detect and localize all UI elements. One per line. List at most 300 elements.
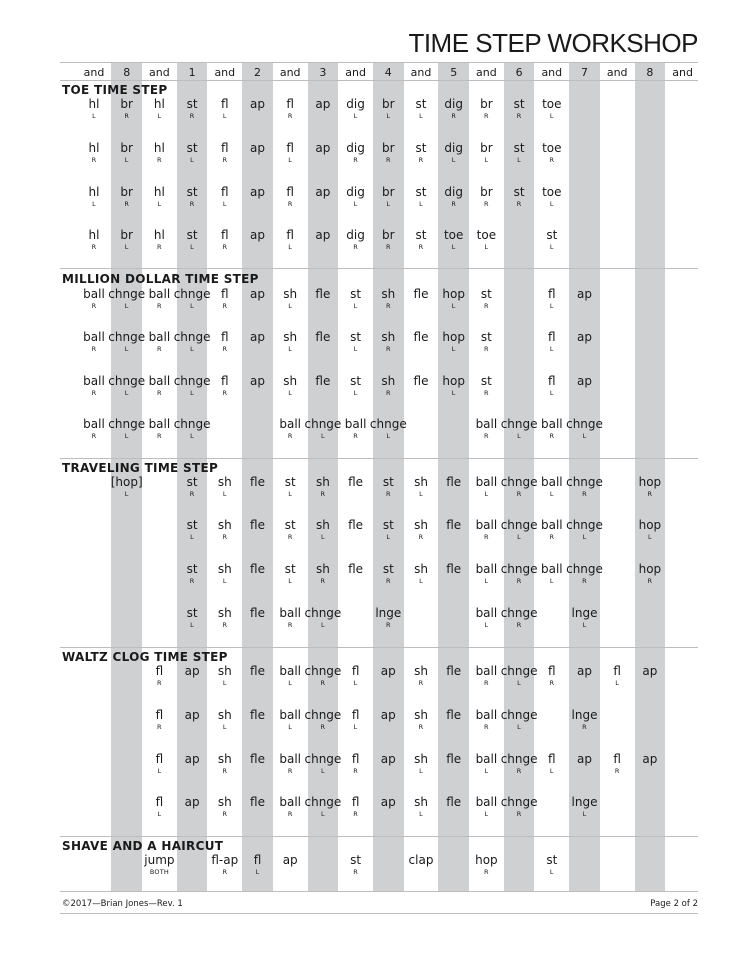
step-cell — [630, 519, 670, 541]
foot-indicator: L — [320, 432, 325, 440]
foot-indicator: R — [484, 723, 489, 731]
step-name: fl — [253, 853, 262, 867]
step-name: ball — [540, 475, 563, 489]
step-name: fl — [351, 664, 360, 678]
step-name: ap — [184, 795, 200, 809]
count-label: and — [476, 66, 497, 79]
step-name: st — [350, 853, 362, 867]
foot-indicator: L — [190, 389, 194, 397]
step-name: fle — [315, 287, 331, 301]
step-name: st — [480, 287, 492, 301]
foot-indicator: R — [91, 243, 97, 251]
step-name: chnge — [173, 374, 211, 388]
step-name: fle — [446, 664, 462, 678]
foot-indicator: R — [418, 679, 424, 687]
count-label: 7 — [581, 66, 588, 79]
step-name: st — [513, 141, 525, 155]
foot-indicator: L — [615, 679, 620, 687]
step-name: ap — [250, 185, 265, 199]
step-name: fl — [548, 752, 556, 766]
step-name: fl — [221, 141, 229, 155]
foot-indicator: R — [516, 577, 522, 585]
foot-indicator: R — [484, 533, 489, 541]
foot-indicator: L — [582, 432, 587, 440]
foot-indicator: R — [516, 810, 522, 818]
step-name: lnge — [571, 606, 598, 620]
step-cell — [139, 854, 179, 876]
foot-indicator: L — [288, 723, 293, 731]
step-name: fle — [446, 475, 462, 489]
foot-indicator: L — [353, 389, 358, 397]
foot-indicator: R — [91, 156, 97, 164]
step-name: fle — [250, 795, 265, 809]
step-name: sh — [217, 708, 232, 722]
foot-indicator: L — [386, 112, 391, 120]
step-name: toe — [542, 141, 562, 155]
step-name: ap — [380, 795, 396, 809]
foot-indicator: R — [222, 533, 228, 541]
step-name: dig — [444, 185, 463, 199]
foot-indicator: L — [419, 810, 423, 818]
step-cell — [466, 288, 506, 310]
step-name: sh — [217, 562, 232, 576]
step-name: fl — [613, 752, 621, 766]
step-name: chnge — [304, 417, 342, 431]
step-name: sh — [381, 374, 396, 388]
step-cell — [532, 229, 572, 251]
step-cell — [532, 186, 572, 208]
step-name: hop — [638, 518, 662, 532]
step-name: ap — [184, 708, 200, 722]
foot-indicator: R — [91, 345, 97, 353]
step-name: fl — [286, 141, 294, 155]
step-name: ball — [540, 562, 563, 576]
step-name: ball — [279, 417, 301, 431]
divider — [60, 913, 698, 914]
foot-indicator: R — [549, 432, 555, 440]
count-label: and — [149, 66, 170, 79]
foot-indicator: L — [451, 243, 456, 251]
foot-indicator: L — [288, 389, 293, 397]
step-name: ball — [475, 708, 498, 722]
foot-indicator: L — [386, 533, 391, 541]
foot-indicator: L — [386, 200, 391, 208]
foot-indicator: R — [516, 112, 522, 120]
step-name: chnge — [566, 518, 603, 532]
step-name: fle — [446, 708, 462, 722]
step-name: dig — [346, 97, 365, 111]
foot-indicator: L — [549, 767, 554, 775]
step-name: ball — [83, 287, 105, 301]
foot-indicator: L — [92, 200, 96, 208]
count-label: 8 — [646, 66, 654, 79]
step-name: ap — [250, 141, 265, 155]
step-name: fl — [351, 752, 360, 766]
foot-indicator: L — [222, 679, 227, 687]
count-label: and — [541, 66, 563, 79]
foot-indicator: R — [418, 533, 424, 541]
foot-indicator: R — [353, 243, 358, 251]
step-name: chnge — [566, 562, 603, 576]
step-name: chnge — [566, 475, 603, 489]
step-name: hl — [153, 97, 165, 111]
step-name: fl — [351, 795, 360, 809]
foot-indicator: L — [517, 432, 521, 440]
step-cell — [466, 375, 506, 397]
foot-indicator: R — [91, 389, 97, 397]
step-name: fl — [613, 664, 621, 678]
step-cell — [630, 563, 670, 585]
step-name: ap — [380, 664, 396, 678]
foot-indicator: L — [549, 490, 554, 498]
step-name: fle — [348, 562, 364, 576]
foot-indicator: R — [157, 679, 162, 687]
count-label: and — [83, 66, 105, 79]
step-name: hop — [475, 853, 498, 867]
foot-indicator: R — [484, 112, 489, 120]
foot-indicator: R — [320, 679, 326, 687]
section-title: MILLION DOLLAR TIME STEP — [62, 272, 259, 286]
step-name: fl — [221, 97, 229, 111]
foot-indicator: R — [287, 810, 293, 818]
foot-indicator: R — [287, 533, 293, 541]
step-name: st — [186, 475, 198, 489]
step-name: sh — [283, 330, 298, 344]
step-name: fl — [548, 330, 556, 344]
foot-indicator: L — [157, 112, 162, 120]
step-name: st — [284, 518, 296, 532]
step-cell — [303, 607, 343, 629]
step-cell — [565, 607, 605, 629]
foot-indicator: R — [189, 200, 195, 208]
step-name: st — [546, 853, 558, 867]
step-name: hop — [442, 330, 465, 344]
step-name: fl — [548, 374, 556, 388]
foot-indicator: L — [484, 767, 489, 775]
step-name: st — [186, 606, 198, 620]
foot-indicator: BOTH — [149, 868, 169, 876]
step-name: chnge — [304, 664, 342, 678]
foot-indicator: R — [385, 490, 391, 498]
foot-indicator: L — [320, 810, 325, 818]
foot-indicator: R — [484, 389, 489, 397]
step-name: chnge — [500, 708, 538, 722]
foot-indicator: R — [222, 389, 228, 397]
foot-indicator: R — [320, 490, 326, 498]
step-name: ap — [642, 752, 658, 766]
step-name: sh — [315, 562, 330, 576]
count-label: and — [606, 66, 628, 79]
foot-indicator: L — [549, 868, 554, 876]
step-name: fle — [348, 518, 364, 532]
step-name: sh — [315, 475, 330, 489]
step-name: fle — [413, 374, 429, 388]
step-name: fl — [155, 708, 164, 722]
step-name: fl — [221, 287, 229, 301]
step-name: hl — [88, 97, 100, 111]
step-name: st — [186, 185, 198, 199]
step-name: sh — [217, 664, 232, 678]
foot-indicator: R — [385, 243, 391, 251]
divider — [60, 458, 698, 459]
foot-indicator: L — [647, 533, 652, 541]
foot-indicator: R — [353, 810, 358, 818]
foot-indicator: L — [288, 577, 293, 585]
step-name: fle — [413, 287, 429, 301]
step-name: ap — [250, 374, 265, 388]
foot-indicator: R — [516, 621, 522, 629]
section-title: SHAVE AND A HAIRCUT — [62, 839, 224, 853]
step-cell — [565, 563, 605, 585]
step-name: chnge — [304, 708, 342, 722]
step-name: sh — [414, 708, 428, 722]
step-name: fle — [315, 374, 331, 388]
step-name: ap — [184, 752, 200, 766]
foot-indicator: L — [549, 112, 554, 120]
foot-indicator: L — [419, 200, 423, 208]
foot-indicator: R — [451, 200, 457, 208]
step-cell — [565, 476, 605, 498]
step-cell — [532, 98, 572, 120]
foot-indicator: L — [549, 345, 554, 353]
foot-indicator: R — [385, 621, 391, 629]
step-name: hl — [88, 185, 100, 199]
step-name: ball — [279, 606, 301, 620]
step-name: fl — [155, 795, 164, 809]
step-name: fl — [286, 228, 294, 242]
step-name: st — [186, 228, 198, 242]
step-name: sh — [217, 606, 232, 620]
divider — [60, 891, 698, 892]
step-name: fl-ap — [211, 853, 239, 867]
step-name: fl — [221, 228, 229, 242]
foot-indicator: L — [255, 868, 260, 876]
step-name: ap — [577, 330, 592, 344]
foot-indicator: L — [320, 621, 325, 629]
step-name: sh — [283, 374, 298, 388]
step-name: fle — [250, 475, 265, 489]
step-name: chnge — [500, 606, 538, 620]
foot-indicator: L — [451, 302, 456, 310]
step-name: toe — [443, 228, 464, 242]
step-name: fle — [446, 795, 462, 809]
step-name: ball — [475, 417, 498, 431]
step-name: st — [546, 228, 558, 242]
step-name: hop — [638, 475, 662, 489]
foot-indicator: L — [582, 533, 587, 541]
step-name: toe — [476, 228, 497, 242]
foot-indicator: L — [124, 432, 129, 440]
step-name: ball — [475, 606, 498, 620]
divider — [60, 268, 698, 269]
foot-indicator: L — [517, 533, 521, 541]
foot-indicator: R — [222, 621, 228, 629]
foot-indicator: L — [124, 243, 129, 251]
footer-page-number: Page 2 of 2 — [650, 899, 698, 909]
divider — [60, 62, 698, 63]
step-name: dig — [444, 141, 463, 155]
count-label: 4 — [384, 66, 392, 79]
foot-indicator: L — [517, 723, 521, 731]
step-name: dig — [346, 228, 365, 242]
step-name: sh — [217, 475, 232, 489]
step-name: st — [284, 562, 296, 576]
footer-copyright: ©2017—Brian Jones—Rev. 1 — [62, 899, 183, 909]
count-label: 3 — [319, 66, 327, 79]
step-name: lnge — [571, 795, 598, 809]
foot-indicator: R — [91, 302, 97, 310]
step-name: ball — [83, 374, 105, 388]
foot-indicator: R — [647, 577, 653, 585]
step-name: st — [480, 374, 492, 388]
step-name: chnge — [500, 795, 538, 809]
foot-indicator: R — [353, 767, 358, 775]
step-name: ball — [148, 287, 171, 301]
step-name: st — [186, 141, 198, 155]
step-cell — [107, 476, 147, 498]
step-name: ball — [475, 562, 498, 576]
step-name: chnge — [173, 287, 211, 301]
foot-indicator: L — [124, 302, 129, 310]
step-name: fle — [250, 606, 265, 620]
count-label: 5 — [450, 66, 458, 79]
count-label: 8 — [123, 66, 131, 79]
foot-indicator: L — [288, 490, 293, 498]
step-name: ap — [315, 141, 331, 155]
foot-indicator: L — [353, 723, 358, 731]
step-name: st — [350, 330, 362, 344]
step-name: br — [120, 97, 133, 111]
step-name: sh — [283, 287, 298, 301]
step-name: sh — [414, 664, 428, 678]
step-cell — [565, 375, 605, 387]
foot-indicator: L — [484, 243, 489, 251]
foot-indicator: L — [288, 243, 293, 251]
step-name: chnge — [304, 752, 342, 766]
step-name: chnge — [369, 417, 407, 431]
step-name: ball — [83, 330, 105, 344]
step-name: fl — [155, 752, 164, 766]
foot-indicator: R — [484, 200, 489, 208]
step-name: chnge — [108, 417, 146, 431]
foot-indicator: L — [517, 679, 521, 687]
step-name: chnge — [304, 606, 342, 620]
foot-indicator: R — [385, 577, 391, 585]
foot-indicator: R — [549, 679, 555, 687]
step-name: sh — [381, 330, 396, 344]
foot-indicator: L — [549, 243, 554, 251]
step-name: ball — [344, 417, 367, 431]
foot-indicator: L — [157, 200, 162, 208]
foot-indicator: R — [157, 243, 162, 251]
step-name: ap — [250, 97, 265, 111]
foot-indicator: R — [222, 767, 228, 775]
foot-indicator: R — [157, 156, 162, 164]
step-name: fle — [315, 330, 331, 344]
step-cell — [630, 476, 670, 498]
foot-indicator: R — [451, 112, 457, 120]
foot-indicator: L — [222, 723, 227, 731]
step-name: chnge — [304, 795, 342, 809]
step-name: sh — [414, 795, 428, 809]
foot-indicator: R — [582, 723, 587, 731]
step-name: ball — [475, 752, 498, 766]
step-cell — [368, 607, 408, 629]
step-name: st — [186, 518, 198, 532]
foot-indicator: L — [190, 243, 194, 251]
foot-indicator: R — [614, 767, 620, 775]
step-name: ap — [315, 185, 331, 199]
step-name: [hop] — [110, 475, 143, 489]
foot-indicator: L — [549, 302, 554, 310]
page-title: TIME STEP WORKSHOP — [408, 28, 698, 58]
step-name: fl — [351, 708, 360, 722]
step-name: fle — [250, 708, 265, 722]
foot-indicator: R — [385, 156, 391, 164]
foot-indicator: L — [190, 345, 194, 353]
foot-indicator: L — [157, 767, 162, 775]
foot-indicator: R — [582, 490, 587, 498]
step-name: st — [513, 97, 525, 111]
foot-indicator: L — [484, 810, 489, 818]
foot-indicator: L — [353, 345, 358, 353]
foot-indicator: R — [582, 577, 587, 585]
foot-indicator: R — [484, 679, 489, 687]
step-cell — [630, 753, 670, 765]
foot-indicator: L — [484, 156, 489, 164]
foot-indicator: R — [353, 156, 358, 164]
step-name: fle — [250, 518, 265, 532]
foot-indicator: R — [484, 432, 489, 440]
count-label: and — [214, 66, 236, 79]
step-name: ap — [642, 664, 658, 678]
step-name: fl — [221, 330, 229, 344]
step-name: chnge — [500, 518, 538, 532]
step-name: st — [415, 185, 427, 199]
foot-indicator: R — [157, 302, 162, 310]
step-name: ap — [250, 330, 265, 344]
step-name: lnge — [571, 708, 598, 722]
step-name: fle — [446, 562, 462, 576]
foot-indicator: R — [320, 577, 326, 585]
foot-indicator: R — [222, 156, 228, 164]
step-name: fle — [446, 518, 462, 532]
step-name: chnge — [108, 287, 146, 301]
foot-indicator: R — [353, 868, 358, 876]
step-cell — [565, 288, 605, 300]
foot-indicator: L — [222, 490, 227, 498]
step-name: sh — [217, 795, 232, 809]
step-name: fle — [250, 562, 265, 576]
step-cell — [499, 709, 539, 731]
foot-indicator: L — [288, 345, 293, 353]
foot-indicator: R — [222, 243, 228, 251]
step-name: sh — [217, 752, 232, 766]
section-title: WALTZ CLOG TIME STEP — [62, 650, 228, 664]
foot-indicator: R — [516, 200, 522, 208]
foot-indicator: R — [157, 723, 162, 731]
step-name: ap — [184, 664, 200, 678]
step-name: clap — [408, 853, 434, 867]
step-name: ball — [148, 417, 171, 431]
foot-indicator: L — [582, 810, 587, 818]
step-cell — [466, 229, 506, 251]
foot-indicator: R — [157, 345, 162, 353]
step-name: chnge — [500, 664, 538, 678]
step-name: hl — [88, 228, 100, 242]
step-name: st — [415, 97, 427, 111]
step-name: st — [415, 141, 427, 155]
